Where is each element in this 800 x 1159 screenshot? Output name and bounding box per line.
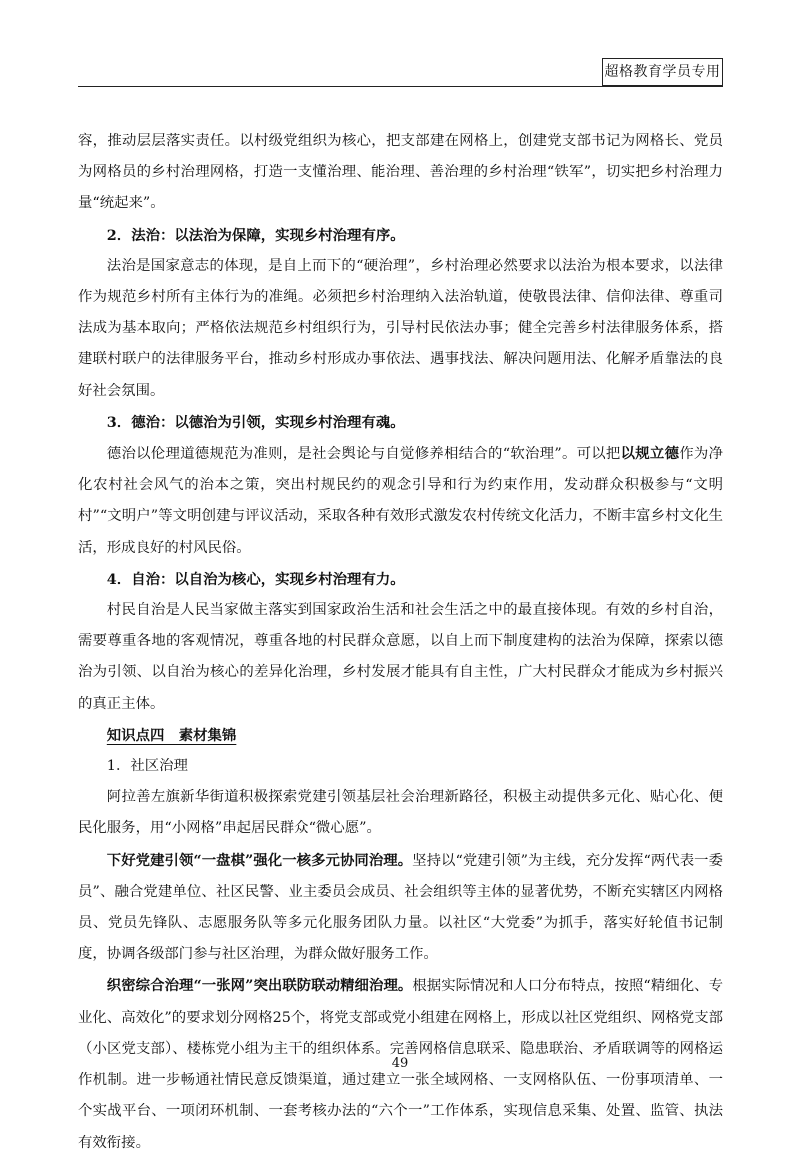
paragraph-alxa-intro: 阿拉善左旗新华街道积极探索党建引领基层社会治理新路径，积极主动提供多元化、贴心化、便民化服务，用“小网格”串起居民群众“微心愿”。 — [78, 789, 723, 837]
paragraph-self-governance: 村民自治是人民当家做主落实到国家政治生活和社会生活之中的最直接体现。有效的乡村自治，需要尊重各地的客观情况，尊重各地的村民群众意愿，以自上而下制度建构的法治为保障，探索以德治为引领、以自治为核心的差异化治理，乡村发展才能具有自主性，广大村民群众才能成为乡村振兴的真正主体。 — [78, 602, 723, 712]
paragraph-text: 作为净化农村社会风气的治本之策，突出村规民约的观念引导和行为约束作用，发动群众积极参与“文明村”“文明户”等文明创建与评议活动，采取各种有效形式激发农村传统文化活力，不断丰富乡村文化生活，形成良好的村风民俗。 — [78, 446, 723, 556]
heading-self-governance: 4．自治：以自治为核心，实现乡村治理有力。 — [106, 570, 405, 588]
paragraph-rule-of-law: 法治是国家意志的体现，是自上而下的“硬治理”，乡村治理必然要求以法治为根本要求，以法律作为规范乡村所有主体行为的准绳。必须把乡村治理纳入法治轨道，使敬畏法律、信仰法律、尊重司法成为基本取向；严格依法规范乡村组织行为，引导村民依法办事；健全完善乡村法律服务体系，搭建联村联户的法律服务平台，推动乡村形成办事依法、遇事找法、解决问题用法、化解矛盾靠法的良好社会氛围。 — [78, 257, 723, 399]
emphasis-text: 以规立德 — [620, 445, 680, 463]
page-number: 49 — [391, 1056, 409, 1071]
heading-rule-of-virtue: 3．德治：以德治为引领，实现乡村治理有魂。 — [106, 413, 405, 431]
heading-rule-of-law: 2．法治：以法治为保障，实现乡村治理有序。 — [106, 226, 405, 244]
lead-in-text: 下好党建引领“一盘棋”强化一核多元协同治理。 — [106, 851, 413, 869]
paragraph-text: 德治以伦理道德规范为准则，是社会舆论与自觉修养相结合的“软治理”。可以把 — [106, 446, 621, 463]
header-badge: 超格教育学员专用 — [602, 58, 723, 86]
paragraph-text: 根据实际情况和人口分布特点，按照“精细化、专业化、高效化”的要求划分网格25个，将党支部或党小组建在网格上，形成以社区党组织、网格党支部（小区党支部）、楼栋党小组为主干的组织体系。完善网格信息联采、隐患联治、矛盾联调等的网格运作机制。进一步畅通社情民意反馈渠道，通过建立一张全域网格、一支网格队伍、一份事项清单、一个实战平台、一项闭环机制、一套考核办法的“六个一”工作体系，实现信息采集、处置、监管、执法有效衔接。 — [78, 978, 723, 1151]
section-title: 知识点四 素材集锦 — [106, 726, 237, 744]
paragraph-text: 坚持以“党建引领”为主线，充分发挥“两代表一委员”、融合党建单位、社区民警、业主委员会成员、社会组织等主体的显著优势，不断充实辖区内网格员、党员先锋队、志愿服务队等多元化服务团队力量。以社区“大党委”为抓手，落实好轮值书记制度，协调各级部门参与社区治理，为群众做好服务工作。 — [78, 852, 723, 963]
header-divider — [78, 86, 723, 87]
paragraph-rule-of-virtue — [78, 438, 723, 564]
lead-in-text: 织密综合治理“一张网”突出联防联动精细治理。 — [106, 977, 413, 995]
document-body — [78, 126, 723, 1159]
subheading-community-governance: 1．社区治理 — [106, 758, 188, 775]
paragraph-party-leadership — [78, 845, 723, 971]
paragraph-continued: 容，推动层层落实责任。以村级党组织为核心，把支部建在网格上，创建党支部书记为网格长、党员为网格员的乡村治理网格，打造一支懂治理、能治理、善治理的乡村治理“铁军”，切实把乡村治理力量“统起来”。 — [78, 133, 723, 212]
